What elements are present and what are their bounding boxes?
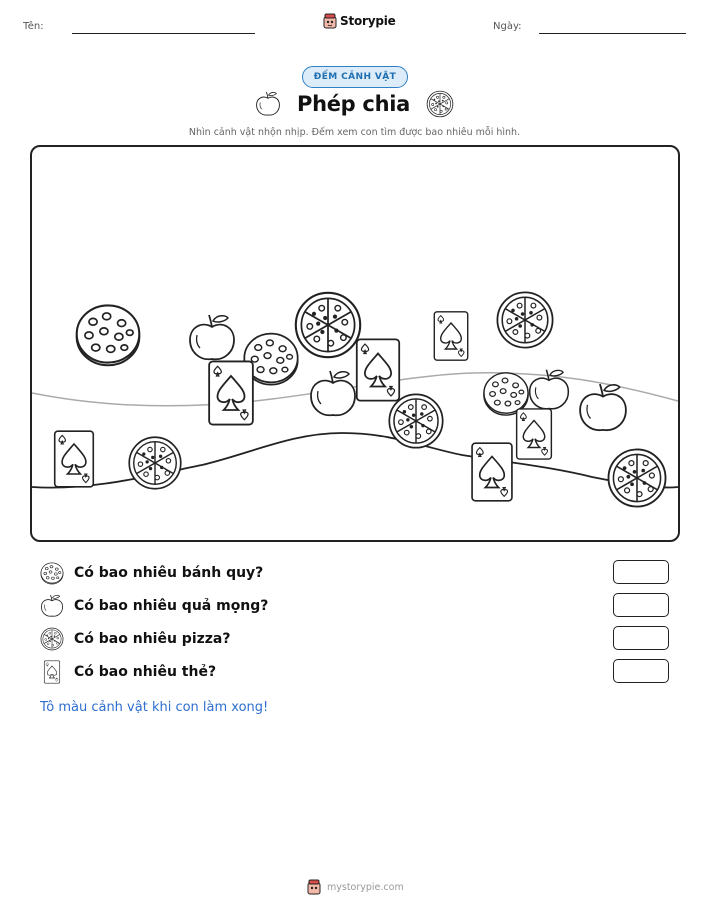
pizza-4 [129,437,181,489]
answer-box-pizza[interactable] [613,626,669,650]
brand-name: Storypie [340,14,396,28]
card-2 [357,339,399,400]
brand-logo [323,13,396,29]
activity-badge: ĐẾM CẢNH VẬT [302,66,408,88]
question-text: Có bao nhiêu pizza? [74,631,231,647]
answer-box-cards[interactable] [613,659,669,683]
date-line[interactable] [539,33,686,34]
name-line[interactable] [72,33,255,34]
pizza-icon [426,90,454,118]
question-row-pizza [40,626,670,652]
card-1 [209,361,253,424]
card-icon [40,660,64,684]
cookie-1 [77,305,140,365]
title-row [0,90,709,118]
apple-icon [255,91,281,117]
date-label: Ngày: [493,21,522,32]
apple-1 [190,315,234,359]
footer-site: mystorypie.com [327,881,404,893]
question-text: Có bao nhiêu bánh quy? [74,565,264,581]
pizza-1 [296,293,360,357]
pizza-icon [40,627,64,651]
pizza-2 [497,292,552,347]
apple-2 [311,371,355,415]
counting-scene [30,145,680,542]
storypie-mascot-icon [307,879,321,895]
card-4 [55,431,94,487]
question-text: Có bao nhiêu quả mọng? [74,598,269,614]
answer-box-berries[interactable] [613,593,669,617]
name-label: Tên: [23,21,44,32]
question-row-cards [40,659,670,685]
apple-4 [580,384,626,430]
storypie-mascot-icon [323,13,337,29]
card-3 [434,312,467,360]
coloring-note: Tô màu cảnh vật khi con làm xong! [40,700,269,715]
pizza-5 [608,449,665,506]
question-row-berries [40,593,670,619]
footer [307,879,404,895]
question-text: Có bao nhiêu thẻ? [74,664,217,680]
card-5 [472,443,512,501]
scene-illustration [32,147,678,540]
instruction-text: Nhìn cảnh vật nhộn nhịp. Đếm xem con tìm được bao nhiêu mỗi hình. [188,127,521,138]
card-6 [517,409,552,459]
cookie-icon [40,561,64,585]
question-row-cookies [40,560,670,586]
apple-icon [40,594,64,618]
answer-box-cookies[interactable] [613,560,669,584]
pizza-3 [389,394,442,447]
page-title: Phép chia [297,92,410,116]
